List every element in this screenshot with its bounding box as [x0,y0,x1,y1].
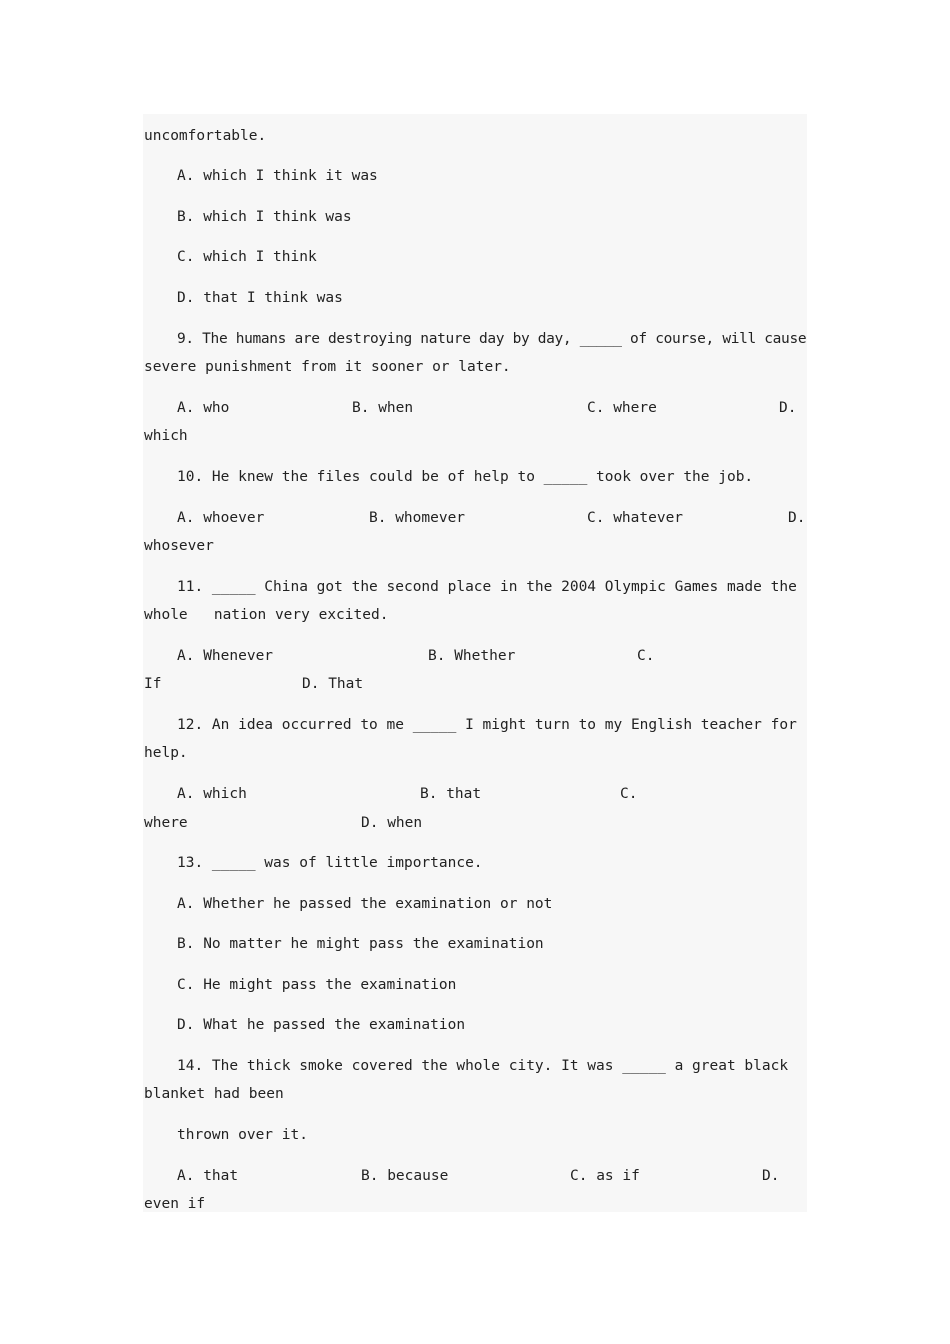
question-13-option-a: A. Whether he passed the examination or not [177,896,553,912]
question-11-option-c-text: If [144,676,162,692]
question-14-option-d-text: even if [144,1196,206,1212]
question-10-option-c: C. whatever [587,510,684,526]
question-9-option-d-label: D. [779,400,797,416]
question-9-option-c: C. where [587,400,657,416]
question-9-option-b: B. when [352,400,414,416]
question-10-stem: 10. He knew the files could be of help to _____ took over the job. [177,469,754,485]
question-11-stem: 11. _____ China got the second place in the 2004 Olympic Games made the [177,579,797,595]
question-12-stem-continued: help. [144,745,188,761]
question-12-option-c-label: C. [620,786,638,802]
question-12-option-c-text: where [144,815,188,831]
question-12-option-d: D. when [361,815,423,831]
question-14-stem-continued: blanket had been [144,1086,284,1102]
question-8-continuation: uncomfortable. [144,128,267,144]
question-8-option-b: B. which I think was [177,209,352,225]
question-13-option-d: D. What he passed the examination [177,1017,466,1033]
question-9-option-d-text: which [144,428,188,444]
question-10-option-d-text: whosever [144,538,214,554]
question-13-option-b: B. No matter he might pass the examination [177,936,544,952]
question-11-option-a: A. Whenever [177,648,274,664]
question-14-option-a: A. that [177,1168,239,1184]
question-11-option-c-label: C. [637,648,655,664]
question-9-stem-continued: severe punishment from it sooner or later. [144,359,511,375]
question-9-option-a: A. who [177,400,230,416]
question-14-stem: 14. The thick smoke covered the whole city. It was _____ a great black [177,1058,789,1074]
question-11-option-d: D. That [302,676,364,692]
question-11-stem-continued: whole nation very excited. [144,607,389,623]
question-8-option-d: D. that I think was [177,290,343,306]
question-8-option-a: A. which I think it was [177,168,378,184]
question-13-stem: 13. _____ was of little importance. [177,855,483,871]
question-13-option-c: C. He might pass the examination [177,977,457,993]
question-10-option-d-label: D. [788,510,806,526]
question-14-option-d-label: D. [762,1168,780,1184]
question-12-stem: 12. An idea occurred to me _____ I might turn to my English teacher for [177,717,797,733]
question-14-option-c: C. as if [570,1168,640,1184]
question-14-option-b: B. because [361,1168,449,1184]
question-10-option-a: A. whoever [177,510,265,526]
question-12-option-a: A. which [177,786,247,802]
question-9-stem: 9. The humans are destroying nature day by day, _____ of course, will cause [177,331,807,347]
question-12-option-b: B. that [420,786,482,802]
question-11-option-b: B. Whether [428,648,516,664]
question-14-stem-continued-2: thrown over it. [177,1127,308,1143]
question-10-option-b: B. whomever [369,510,466,526]
question-8-option-c: C. which I think [177,249,317,265]
